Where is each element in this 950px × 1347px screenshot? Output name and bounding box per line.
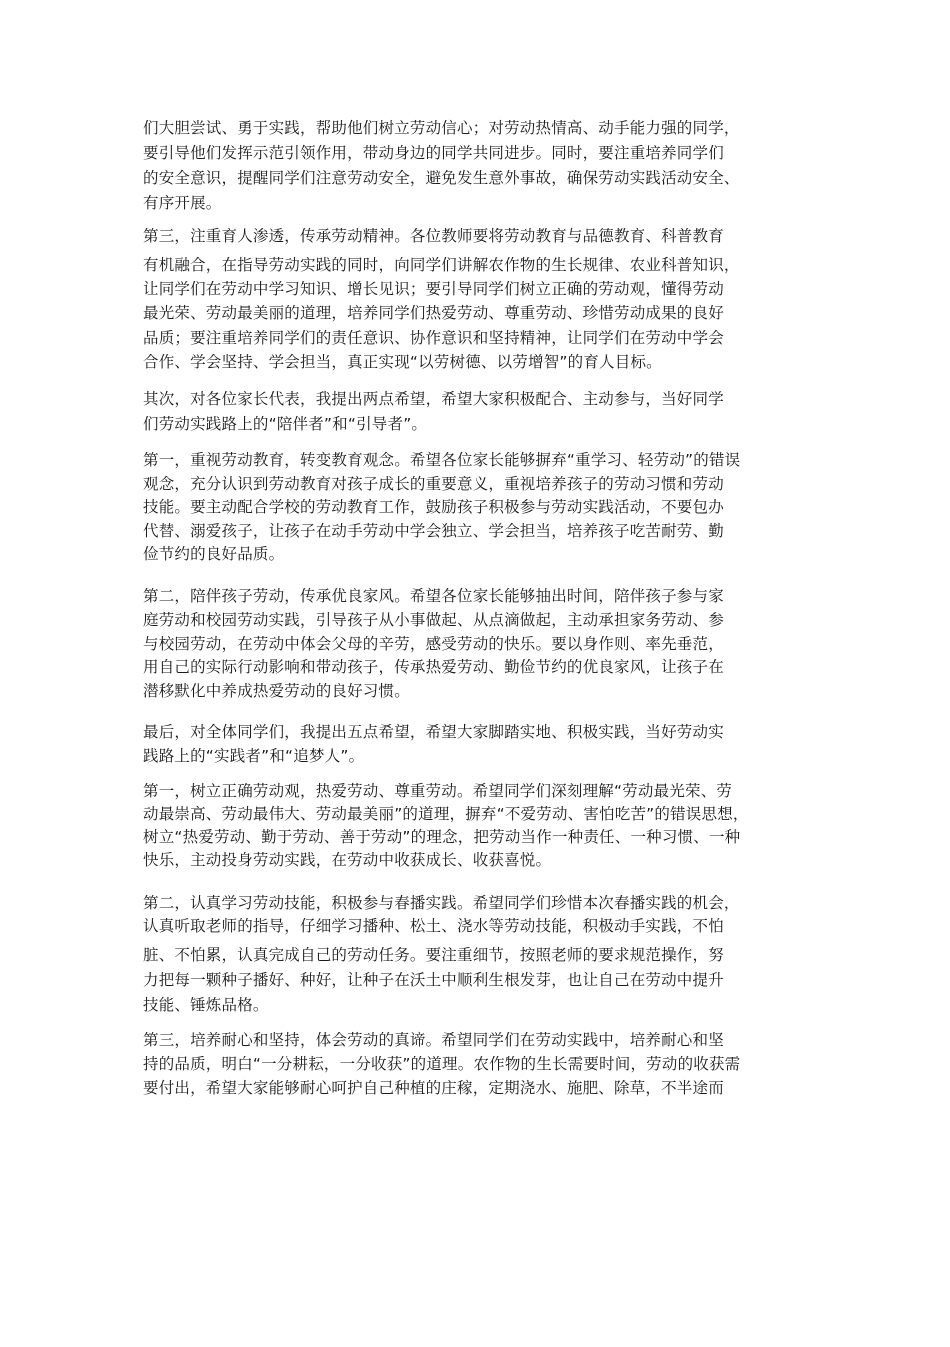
text-line: 潜移默化中养成热爱劳动的良好习惯。	[143, 682, 410, 700]
text-line: 有序开展。	[143, 194, 222, 212]
text-line: 要付出，希望大家能够耐心呵护自己种植的庄稼，定期浇水、施肥、除草，不半途而	[143, 1079, 724, 1097]
text-line: 动最崇高、劳动最伟大、劳动最美丽”的道理，摒弃“不爱劳动、害怕吃苦”的错误思想，	[143, 805, 749, 823]
text-line: 要引导他们发挥示范引领作用，带动身边的同学共同进步。同时，要注重培养同学们	[143, 144, 724, 162]
text-line: 庭劳动和校园劳动实践，引导孩子从小事做起、从点滴做起，主动承担家务劳动、参	[143, 611, 724, 629]
text-line: 第三，培养耐心和坚持，体会劳动的真谛。希望同学们在劳动实践中，培养耐心和坚	[143, 1031, 724, 1049]
text-line: 践路上的“实践者”和“追梦人”。	[143, 747, 365, 765]
text-line: 代替、溺爱孩子，让孩子在动手劳动中学会独立、学会担当，培养孩子吃苦耐劳、勤	[143, 522, 724, 540]
text-line: 品质；要注重培养同学们的责任意识、协作意识和坚持精神，让同学们在劳动中学会	[143, 329, 724, 347]
text-line: 第二，认真学习劳动技能，积极参与春播实践。希望同学们珍惜本次春播实践的机会，	[143, 894, 740, 912]
text-line: 们劳动实践路上的“陪伴者”和“引导者”。	[143, 415, 428, 433]
text-line: 力把每一颗种子播好、种好，让种子在沃土中顺利生根发芽，也让自己在劳动中提升	[143, 971, 724, 989]
text-line: 树立“热爱劳动、勤于劳动、善于劳动”的理念，把劳动当作一种责任、一种习惯、一种	[143, 828, 741, 846]
text-line: 第二，陪伴孩子劳动，传承优良家风。希望各位家长能够抽出时间，陪伴孩子参与家	[143, 587, 724, 605]
text-line: 持的品质，明白“一分耕耘，一分收获”的道理。农作物的生长需要时间，劳动的收获需	[143, 1055, 741, 1073]
text-line: 其次，对各位家长代表，我提出两点希望，希望大家积极配合、主动参与，当好同学	[143, 390, 724, 408]
text-line: 与校园劳动，在劳动中体会父母的辛劳，感受劳动的快乐。要以身作则、率先垂范，	[143, 635, 724, 653]
text-line: 最光荣、劳动最美丽的道理，培养同学们热爱劳动、尊重劳动、珍惜劳动成果的良好	[143, 304, 724, 322]
text-line: 有机融合，在指导劳动实践的同时，向同学们讲解农作物的生长规律、农业科普知识，	[143, 256, 740, 274]
text-line: 技能、锤炼品格。	[143, 996, 269, 1014]
text-line: 认真听取老师的指导，仔细学习播种、松土、浇水等劳动技能，积极动手实践，不怕	[143, 917, 724, 935]
text-line: 第三，注重育人渗透，传承劳动精神。各位教师要将劳动教育与品德教育、科普教育	[143, 227, 724, 245]
text-line: 技能。要主动配合学校的劳动教育工作，鼓励孩子积极参与劳动实践活动，不要包办	[143, 498, 724, 516]
text-line: 用自己的实际行动影响和带动孩子，传承热爱劳动、勤俭节约的优良家风，让孩子在	[143, 658, 724, 676]
text-line: 的安全意识，提醒同学们注意劳动安全，避免发生意外事故，确保劳动实践活动安全、	[143, 169, 740, 187]
text-line: 第一，树立正确劳动观，热爱劳动、尊重劳动。希望同学们深刻理解“劳动最光荣、劳	[143, 782, 733, 800]
text-line: 脏、不怕累，认真完成自己的劳动任务。要注重细节，按照老师的要求规范操作，努	[143, 946, 724, 964]
text-line: 让同学们在劳动中学习知识、增长见识；要引导同学们树立正确的劳动观，懂得劳动	[143, 280, 724, 298]
text-line: 们大胆尝试、勇于实践，帮助他们树立劳动信心；对劳动热情高、动手能力强的同学，	[143, 119, 740, 137]
text-line: 最后，对全体同学们，我提出五点希望，希望大家脚踏实地、积极实践，当好劳动实	[143, 723, 724, 741]
text-line: 观念，充分认识到劳动教育对孩子成长的重要意义，重视培养孩子的劳动习惯和劳动	[143, 475, 724, 493]
text-line: 俭节约的良好品质。	[143, 545, 285, 563]
text-line: 快乐，主动投身劳动实践，在劳动中收获成长、收获喜悦。	[143, 851, 552, 869]
text-line: 合作、学会坚持、学会担当，真正实现“以劳树德、以劳增智”的育人目标。	[143, 353, 662, 371]
text-line: 第一，重视劳动教育，转变教育观念。希望各位家长能够摒弃“重学习、轻劳动”的错误	[143, 451, 741, 469]
